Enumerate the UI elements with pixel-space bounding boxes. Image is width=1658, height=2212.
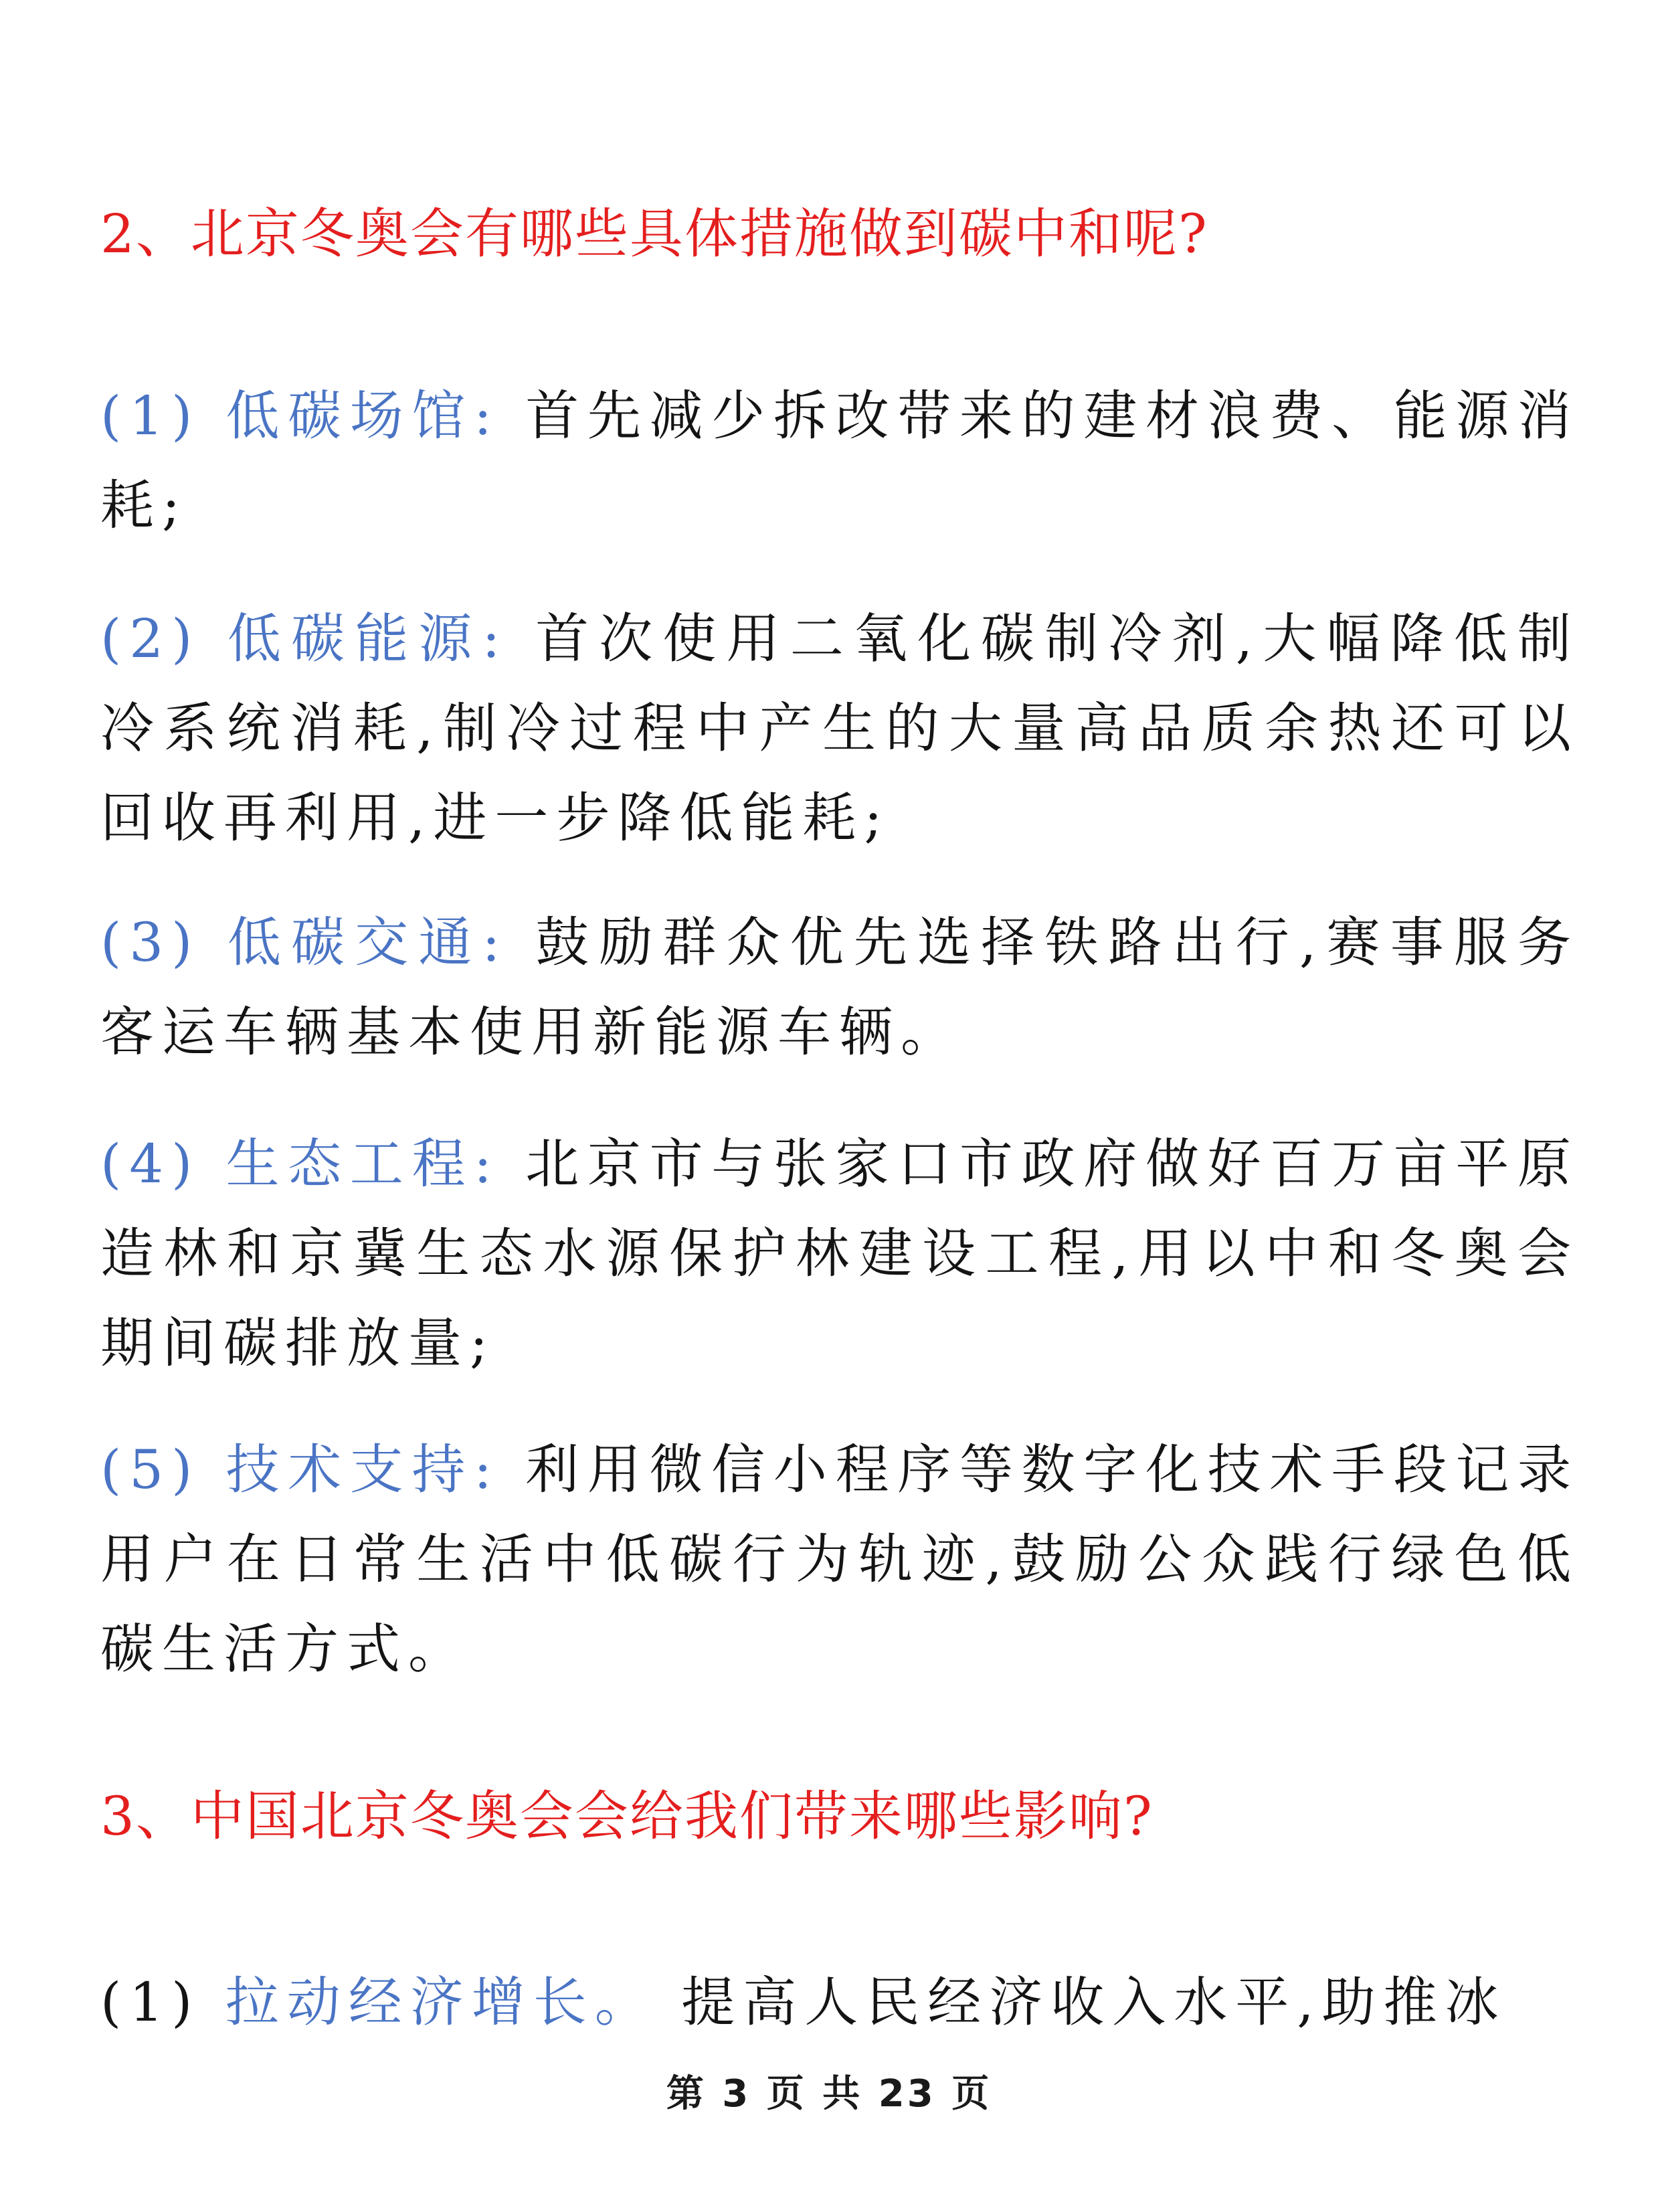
item-number: (2) [100, 608, 201, 670]
item-text: 鼓励群众优先选择铁路出行,赛事服务客运车辆基本使用新能源车辆。 [100, 911, 1579, 1063]
item-text: 利用微信小程序等数字化技术手段记录用户在日常生活中低碳行为轨迹,鼓励公众践行绿色低碳生活方式。 [100, 1439, 1579, 1680]
section-3-item-1 [100, 1958, 1579, 2047]
item-term: 低碳场馆: [225, 385, 500, 447]
item-term: 生态工程: [225, 1133, 500, 1195]
section-2-item-1 [100, 371, 1579, 551]
item-text: 北京市与张家口市政府做好百万亩平原造林和京冀生态水源保护林建设工程,用以中和冬奥会期间碳排放量; [100, 1133, 1579, 1374]
section-2-item-4 [100, 1119, 1579, 1388]
item-number: (5) [100, 1439, 201, 1501]
item-number: (1) [100, 385, 201, 447]
item-term: 低碳交通: [227, 911, 509, 974]
section-2-item-5 [100, 1425, 1579, 1694]
section-2-heading: 2、北京冬奥会有哪些具体措施做到碳中和呢? [100, 203, 1208, 265]
item-text: 首次使用二氧化碳制冷剂,大幅降低制冷系统消耗,制冷过程中产生的大量高品质余热还可以回收再利用,进一步降低能耗; [100, 608, 1579, 849]
item-term: 低碳能源: [227, 608, 509, 670]
item-number: (1) [100, 1971, 201, 2033]
item-term: 拉动经济增长。 [225, 1971, 656, 2033]
item-text: 首先减少拆改带来的建材浪费、能源消耗; [100, 385, 1579, 537]
item-term: 技术支持: [225, 1439, 500, 1501]
item-number: (4) [100, 1133, 201, 1195]
item-number: (3) [100, 911, 201, 974]
section-3-heading: 3、中国北京冬奥会会给我们带来哪些影响? [100, 1785, 1154, 1847]
item-text: 提高人民经济收入水平,助推冰 [681, 1971, 1507, 2033]
page-number-footer: 第 3 页 共 23 页 [666, 2072, 992, 2116]
section-2-item-2 [100, 594, 1579, 863]
section-2-item-3 [100, 898, 1579, 1077]
